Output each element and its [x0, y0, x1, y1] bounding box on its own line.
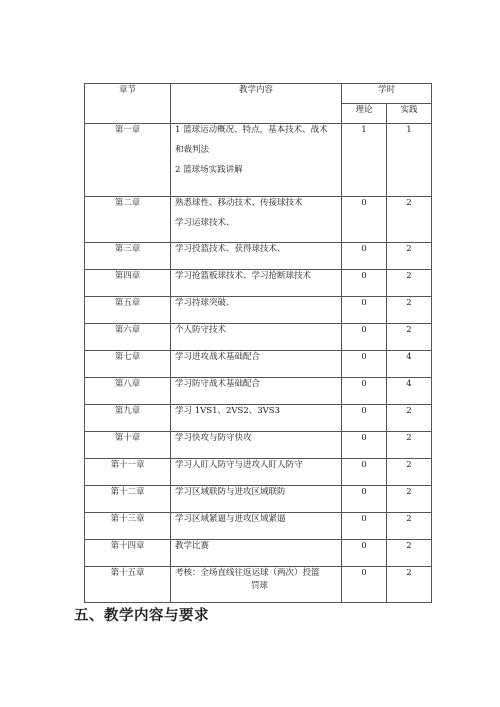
content-cell	[171, 324, 342, 351]
content-line: 罚球	[251, 581, 269, 591]
practice-hours-cell: 2	[387, 243, 432, 270]
practice-hours-cell: 2	[387, 270, 432, 297]
practice-hours-cell: 2	[387, 432, 432, 459]
chapter-cell: 第四章	[85, 270, 171, 297]
content-cell	[171, 351, 342, 378]
chapter-cell: 第三章	[85, 243, 171, 270]
practice-hours-cell: 2	[387, 513, 432, 540]
content-cell	[171, 297, 342, 324]
table-row	[85, 486, 432, 513]
content-cell	[171, 405, 342, 432]
content-line: 学习运球技术、	[175, 218, 235, 228]
content-line: 学习区域紧逼与进攻区域紧逼	[175, 514, 286, 524]
content-line: 学习快攻与防守快攻	[175, 433, 252, 443]
teaching-schedule-table	[84, 83, 432, 603]
chapter-cell: 第十二章	[85, 486, 171, 513]
header-chapter: 章节	[85, 84, 171, 124]
header-theory: 理论	[342, 104, 387, 124]
content-line: 学习 1VS1、2VS2、3VS3	[175, 406, 281, 416]
content-line: 熟悉球性、移动技术、传接球技术	[175, 198, 303, 208]
table-row	[85, 432, 432, 459]
content-cell	[171, 197, 342, 243]
theory-hours-cell: 1	[342, 124, 387, 197]
chapter-cell: 第八章	[85, 378, 171, 405]
practice-hours-cell: 4	[387, 378, 432, 405]
practice-hours-cell: 2	[387, 567, 432, 603]
content-cell	[171, 243, 342, 270]
content-line: 个人防守技术	[175, 325, 227, 335]
practice-hours-cell: 2	[387, 324, 432, 351]
table-row	[85, 297, 432, 324]
practice-hours-cell: 1	[387, 124, 432, 197]
chapter-cell: 第一章	[85, 124, 171, 197]
table-row	[85, 459, 432, 486]
theory-hours-cell: 0	[342, 243, 387, 270]
content-line: 学习区域联防与进攻区域联防	[175, 487, 286, 497]
content-cell	[171, 270, 342, 297]
content-line: 学习持球突破、	[175, 298, 235, 308]
theory-hours-cell: 0	[342, 197, 387, 243]
content-line: 学习防守战术基础配合	[175, 379, 261, 389]
header-row	[85, 84, 432, 104]
section-title: 五、教学内容与要求	[74, 608, 209, 624]
chapter-cell: 第十章	[85, 432, 171, 459]
table-row	[85, 567, 432, 603]
chapter-cell: 第十一章	[85, 459, 171, 486]
theory-hours-cell: 0	[342, 513, 387, 540]
table-row	[85, 197, 432, 243]
content-cell	[171, 540, 342, 567]
practice-hours-cell: 4	[387, 351, 432, 378]
practice-hours-cell: 2	[387, 405, 432, 432]
theory-hours-cell: 0	[342, 270, 387, 297]
content-line: 和裁判法	[175, 145, 210, 155]
chapter-cell: 第九章	[85, 405, 171, 432]
table-row	[85, 540, 432, 567]
content-cell	[171, 378, 342, 405]
content-cell	[171, 432, 342, 459]
content-line: 2 篮球场实践讲解	[175, 165, 243, 175]
table-row	[85, 124, 432, 197]
chapter-cell: 第二章	[85, 197, 171, 243]
content-line: 教学比赛	[175, 541, 210, 551]
table-row	[85, 324, 432, 351]
chapter-cell: 第六章	[85, 324, 171, 351]
content-cell	[171, 513, 342, 540]
chapter-cell: 第五章	[85, 297, 171, 324]
chapter-cell: 第七章	[85, 351, 171, 378]
content-line: 学习投篮技术、获得球技术、	[175, 244, 286, 254]
theory-hours-cell: 0	[342, 486, 387, 513]
content-cell	[171, 459, 342, 486]
header-hours: 学时	[342, 84, 432, 104]
table-row	[85, 270, 432, 297]
theory-hours-cell: 0	[342, 324, 387, 351]
content-line: 1 篮球运动概况、特点，基本技术、战术	[175, 125, 328, 135]
theory-hours-cell: 0	[342, 405, 387, 432]
practice-hours-cell: 2	[387, 297, 432, 324]
table-row	[85, 378, 432, 405]
chapter-cell: 第十五章	[85, 567, 171, 603]
chapter-cell: 第十四章	[85, 540, 171, 567]
theory-hours-cell: 0	[342, 567, 387, 603]
header-practice: 实践	[387, 104, 432, 124]
content-cell	[171, 567, 342, 603]
content-line: 考核：全场直线往返运球（两次）投篮	[175, 568, 320, 578]
theory-hours-cell: 0	[342, 378, 387, 405]
table-row	[85, 243, 432, 270]
theory-hours-cell: 0	[342, 351, 387, 378]
content-line: 学习进攻战术基础配合	[175, 352, 261, 362]
content-line: 学习抢篮板球技术、学习抢断球技术	[175, 271, 312, 281]
chapter-cell: 第十三章	[85, 513, 171, 540]
theory-hours-cell: 0	[342, 459, 387, 486]
practice-hours-cell: 2	[387, 197, 432, 243]
content-cell	[171, 124, 342, 197]
header-content: 教学内容	[171, 84, 342, 124]
content-line: 学习人盯人防守与进攻人盯人防守	[175, 460, 303, 470]
practice-hours-cell: 2	[387, 540, 432, 567]
theory-hours-cell: 0	[342, 297, 387, 324]
theory-hours-cell: 0	[342, 432, 387, 459]
theory-hours-cell: 0	[342, 540, 387, 567]
practice-hours-cell: 2	[387, 459, 432, 486]
practice-hours-cell: 2	[387, 486, 432, 513]
table-row	[85, 351, 432, 378]
table-row	[85, 405, 432, 432]
table-row	[85, 513, 432, 540]
content-cell	[171, 486, 342, 513]
